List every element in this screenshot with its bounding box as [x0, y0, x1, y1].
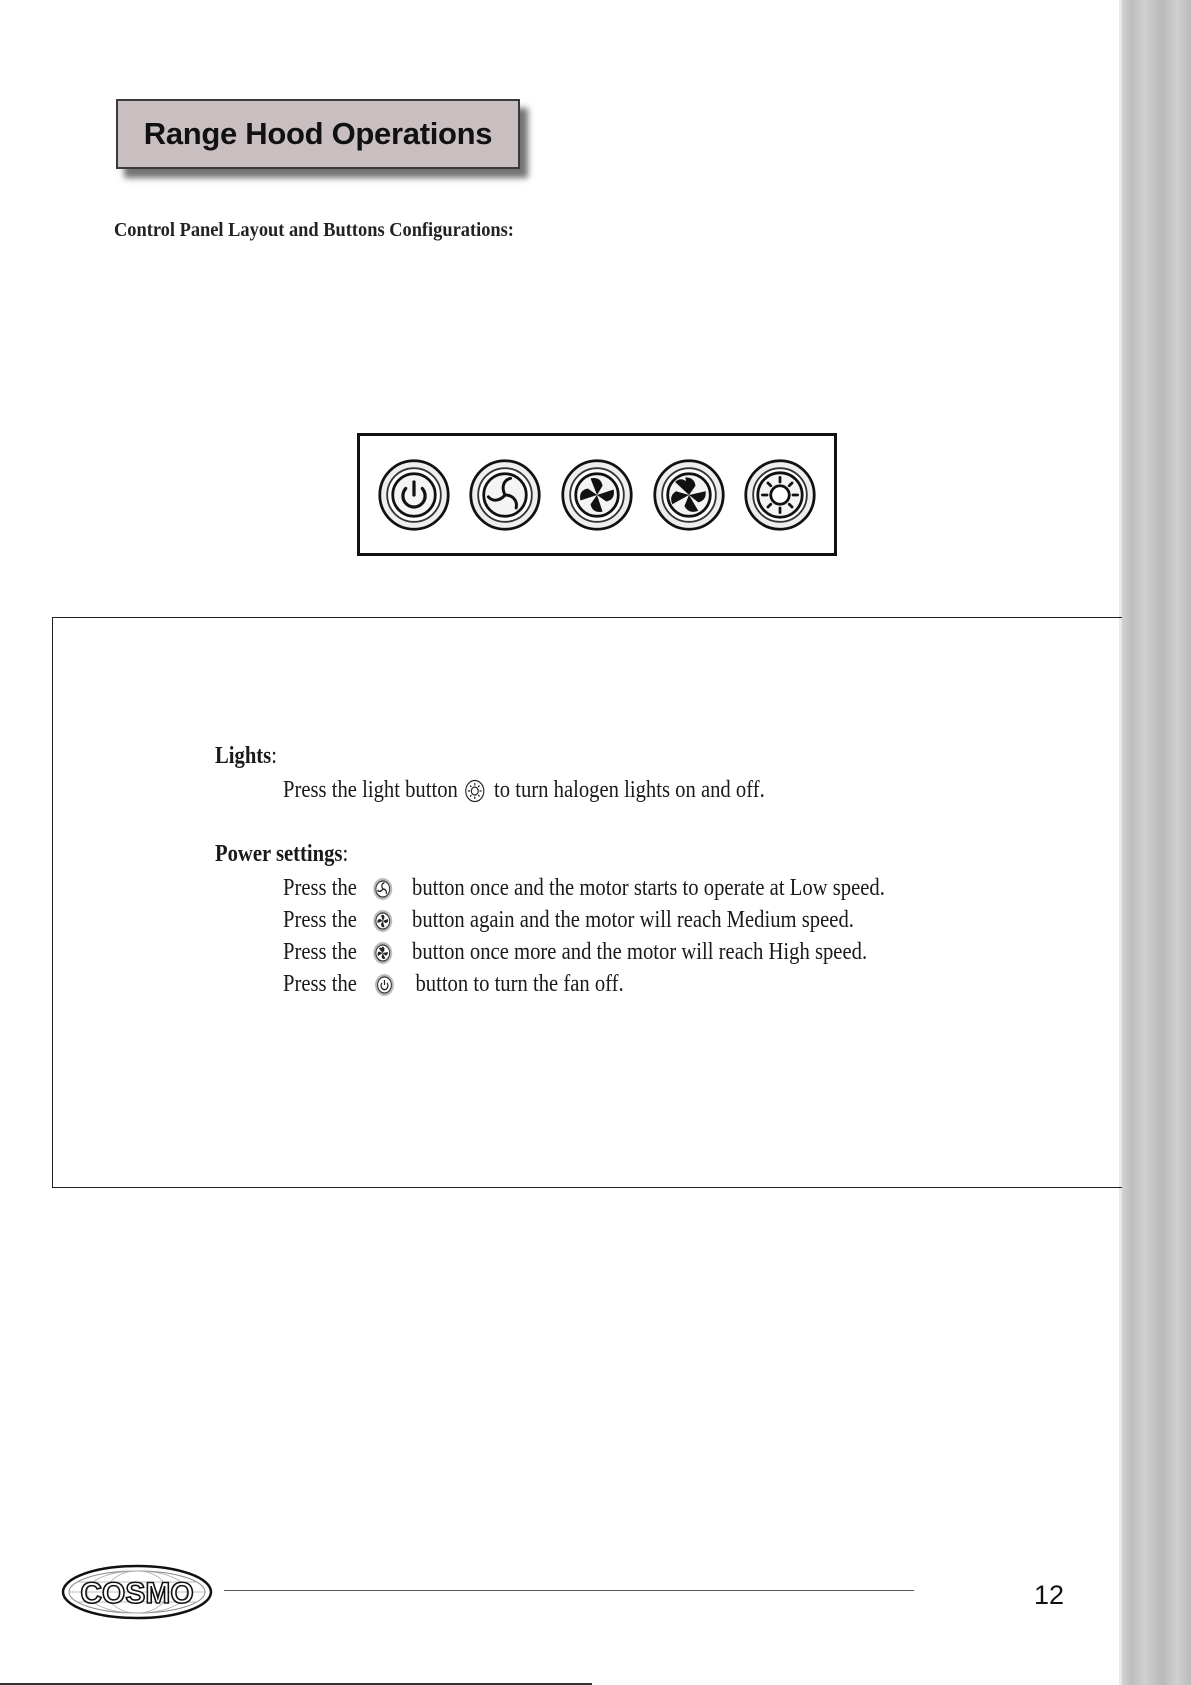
power-off-instruction	[283, 971, 624, 998]
fan-high-icon	[652, 458, 726, 532]
power-icon	[377, 458, 451, 532]
fan-low-icon	[468, 458, 542, 532]
page-number: 12	[1034, 1580, 1065, 1610]
power-heading-line	[215, 841, 348, 868]
page-edge-strip	[1119, 0, 1191, 1685]
fan-low-icon	[372, 877, 393, 901]
page-title: Range Hood Operations	[143, 116, 493, 151]
brand-text: COSMO	[80, 1577, 194, 1610]
fan-medium-icon	[372, 909, 393, 933]
instruction-text: button once and the motor starts to operate at Low speed.	[412, 875, 885, 901]
power-medium-instruction	[283, 907, 854, 934]
fan-high-icon	[372, 941, 393, 965]
instruction-text: button to turn the fan off.	[415, 971, 624, 997]
light-icon	[743, 458, 817, 532]
power-settings-heading: Power settings	[215, 841, 343, 867]
lights-heading-line	[215, 743, 277, 770]
instruction-text: Press the light button	[283, 777, 458, 803]
cosmo-logo	[60, 1563, 214, 1621]
press-the-text: Press the	[283, 939, 357, 965]
colon: :	[271, 743, 277, 769]
power-high-instruction	[283, 939, 867, 966]
instruction-text: to turn halogen lights on and off.	[493, 777, 765, 803]
power-icon	[374, 973, 395, 997]
instruction-text: button once more and the motor will reach High speed.	[412, 939, 868, 965]
press-the-text: Press the	[283, 907, 357, 933]
footer-rule	[224, 1590, 914, 1591]
control-panel-illustration	[357, 433, 837, 556]
light-icon	[465, 779, 486, 803]
fan-medium-icon	[560, 458, 634, 532]
colon: :	[342, 841, 349, 867]
instruction-text: button again and the motor will reach Medium speed.	[412, 907, 854, 933]
press-the-text: Press the	[283, 971, 357, 997]
instructions-box	[52, 617, 1122, 1188]
lights-heading: Lights	[215, 743, 272, 769]
section-title-box	[116, 99, 520, 169]
press-the-text: Press the	[283, 875, 357, 901]
power-low-instruction	[283, 875, 885, 902]
subheading: Control Panel Layout and Buttons Configurations:	[114, 219, 514, 241]
lights-instruction	[283, 777, 765, 804]
